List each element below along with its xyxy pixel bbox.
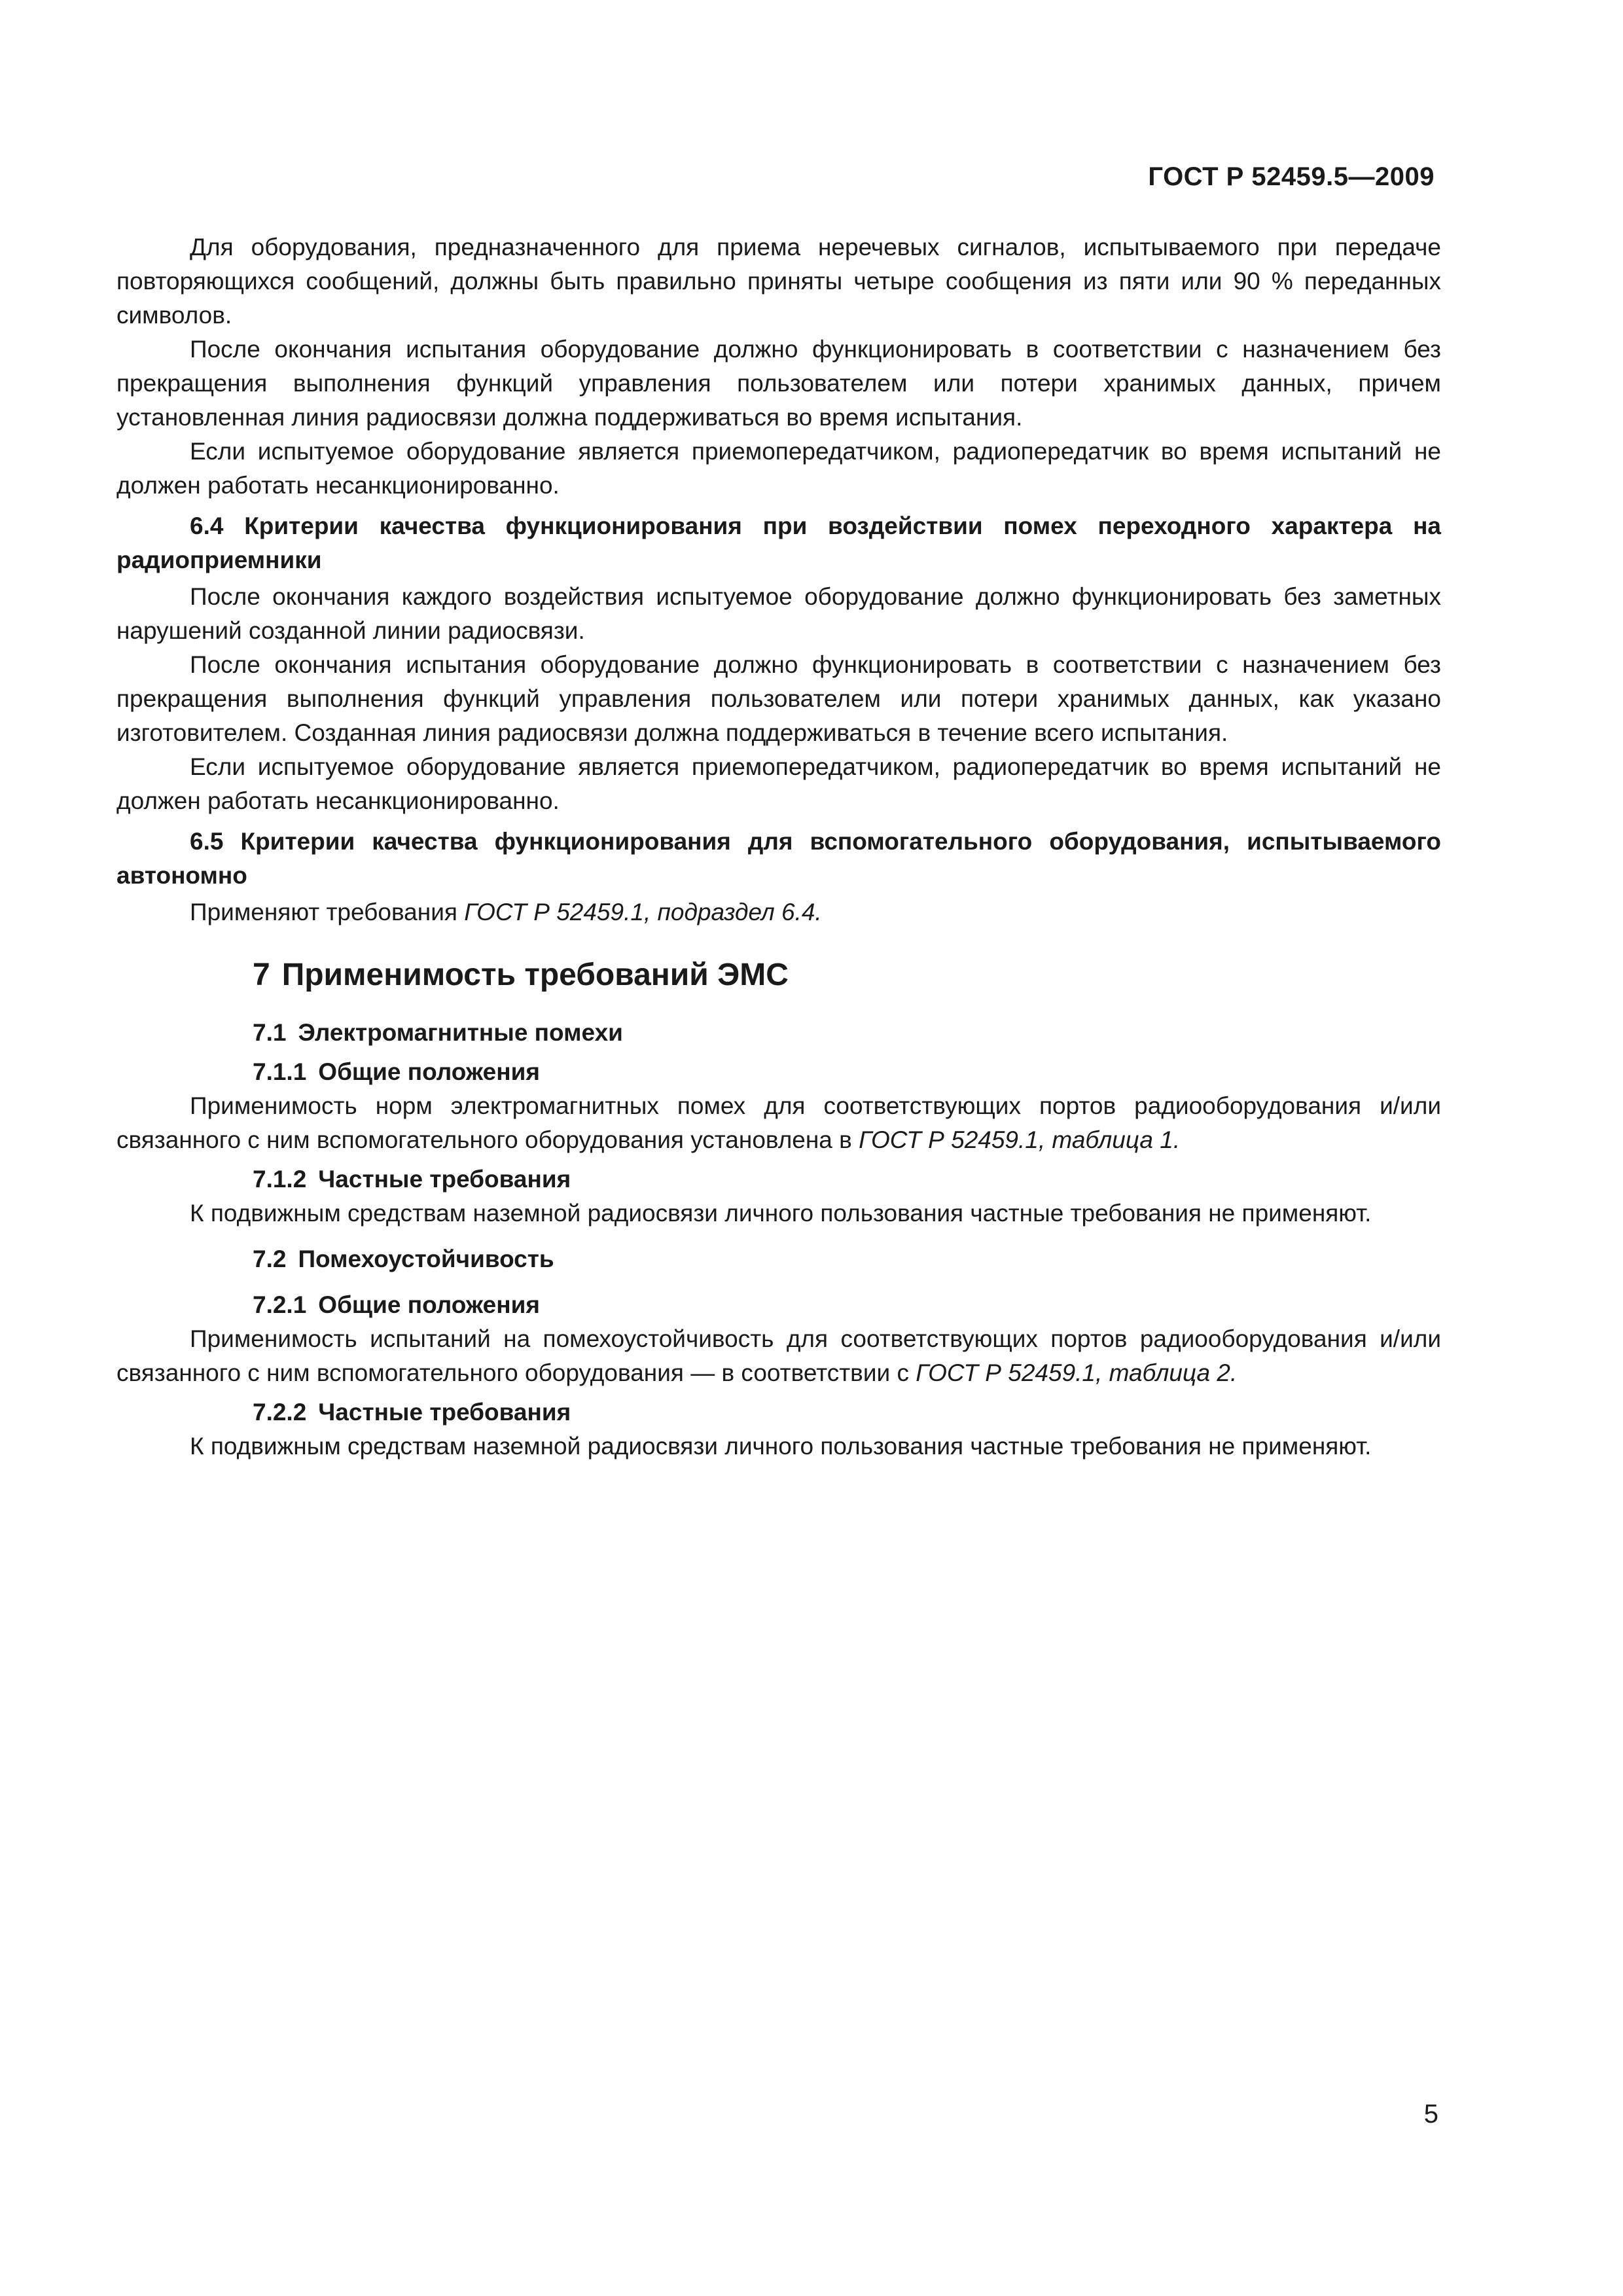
page-number: 5	[1423, 2100, 1438, 2128]
section-heading-7-1-2	[116, 1162, 1441, 1196]
section-heading-6-5	[116, 825, 1441, 893]
section-title: Критерии качества функционирования при воздействии помех переходного характера на радиоприемники	[116, 512, 1442, 573]
section-title: Критерии качества функционирования для вспомогательного оборудования, испытываемого автономно	[116, 828, 1442, 889]
section-title: Общие положения	[318, 1058, 540, 1085]
section-title: Помехоустойчивость	[298, 1246, 554, 1272]
section-number: 7.1.1	[253, 1058, 307, 1085]
paragraph: После окончания каждого воздействия испытуемое оборудование должно функционировать без заметных нарушений созданной линии радиосвязи.	[116, 583, 1441, 644]
section-number: 7.2.2	[253, 1399, 307, 1426]
section-title: Электромагнитные помехи	[298, 1019, 623, 1046]
paragraph-text: Применимость норм электромагнитных помех для соответствующих портов радиооборудования и/или связанного с ним вспомогательного оборудования установлена в	[116, 1092, 1441, 1153]
paragraph	[116, 895, 1441, 929]
section-number: 7.1.2	[253, 1166, 307, 1193]
section-heading-6-4	[116, 509, 1441, 577]
paragraph: Для оборудования, предназначенного для приема неречевых сигналов, испытываемого при передаче повторяющихся сообщений, должны быть правильно приняты четыре сообщения из пяти или 90 % переданных символов.	[116, 234, 1441, 329]
paragraph	[116, 1322, 1441, 1390]
section-title: Частные требования	[318, 1166, 571, 1193]
section-number: 6.4	[190, 512, 224, 539]
section-number: 7	[253, 958, 270, 992]
paragraph: К подвижным средствам наземной радиосвязи личного пользования частные требования не применяют.	[190, 1200, 1372, 1227]
paragraph	[116, 1089, 1441, 1157]
section-heading-7-2	[116, 1242, 1441, 1276]
reference: ГОСТ Р 52459.1, таблица 1.	[859, 1126, 1181, 1153]
section-heading-7-1	[116, 1016, 1441, 1050]
document-body	[116, 230, 1441, 1463]
section-number: 7.1	[253, 1019, 287, 1046]
section-heading-7	[116, 956, 1441, 995]
paragraph: К подвижным средствам наземной радиосвязи личного пользования частные требования не применяют.	[190, 1433, 1372, 1460]
reference: ГОСТ Р 52459.1, таблица 2.	[916, 1359, 1238, 1386]
section-title: Общие положения	[318, 1291, 540, 1318]
section-heading-7-2-2	[116, 1395, 1441, 1429]
section-number: 7.2.1	[253, 1291, 307, 1318]
paragraph: Если испытуемое оборудование является приемопередатчиком, радиопередатчик во время испытаний не должен работать несанкционированно.	[116, 438, 1441, 499]
section-title: Применимость требований ЭМС	[281, 958, 789, 992]
section-heading-7-1-1	[116, 1055, 1441, 1089]
document-header: ГОСТ Р 52459.5—2009	[1148, 162, 1435, 191]
paragraph: Если испытуемое оборудование является приемопередатчиком, радиопередатчик во время испытаний не должен работать несанкционированно.	[116, 753, 1441, 814]
reference: ГОСТ Р 52459.1, подраздел 6.4.	[464, 899, 822, 925]
paragraph-text: Применимость испытаний на помехоустойчивость для соответствующих портов радиооборудования и/или связанного с ним вспомогательного оборудования — в соответствии с	[116, 1325, 1441, 1386]
paragraph: После окончания испытания оборудование должно функционировать в соответствии с назначением без прекращения выполнения функций управления пользователем или потери хранимых данных, причем установленная линия радиосвязи должна поддерживаться во время испытания.	[116, 336, 1441, 431]
section-number: 6.5	[190, 828, 224, 855]
section-title: Частные требования	[318, 1399, 571, 1426]
section-heading-7-2-1	[116, 1288, 1441, 1322]
section-number: 7.2	[253, 1246, 287, 1272]
paragraph: После окончания испытания оборудование должно функционировать в соответствии с назначением без прекращения выполнения функций управления пользователем или потери хранимых данных, как указано изготовителем. Созданная линия радиосвязи должна поддерживаться в течение всего испытания.	[116, 651, 1441, 746]
paragraph-text: Применяют требования	[190, 899, 465, 925]
